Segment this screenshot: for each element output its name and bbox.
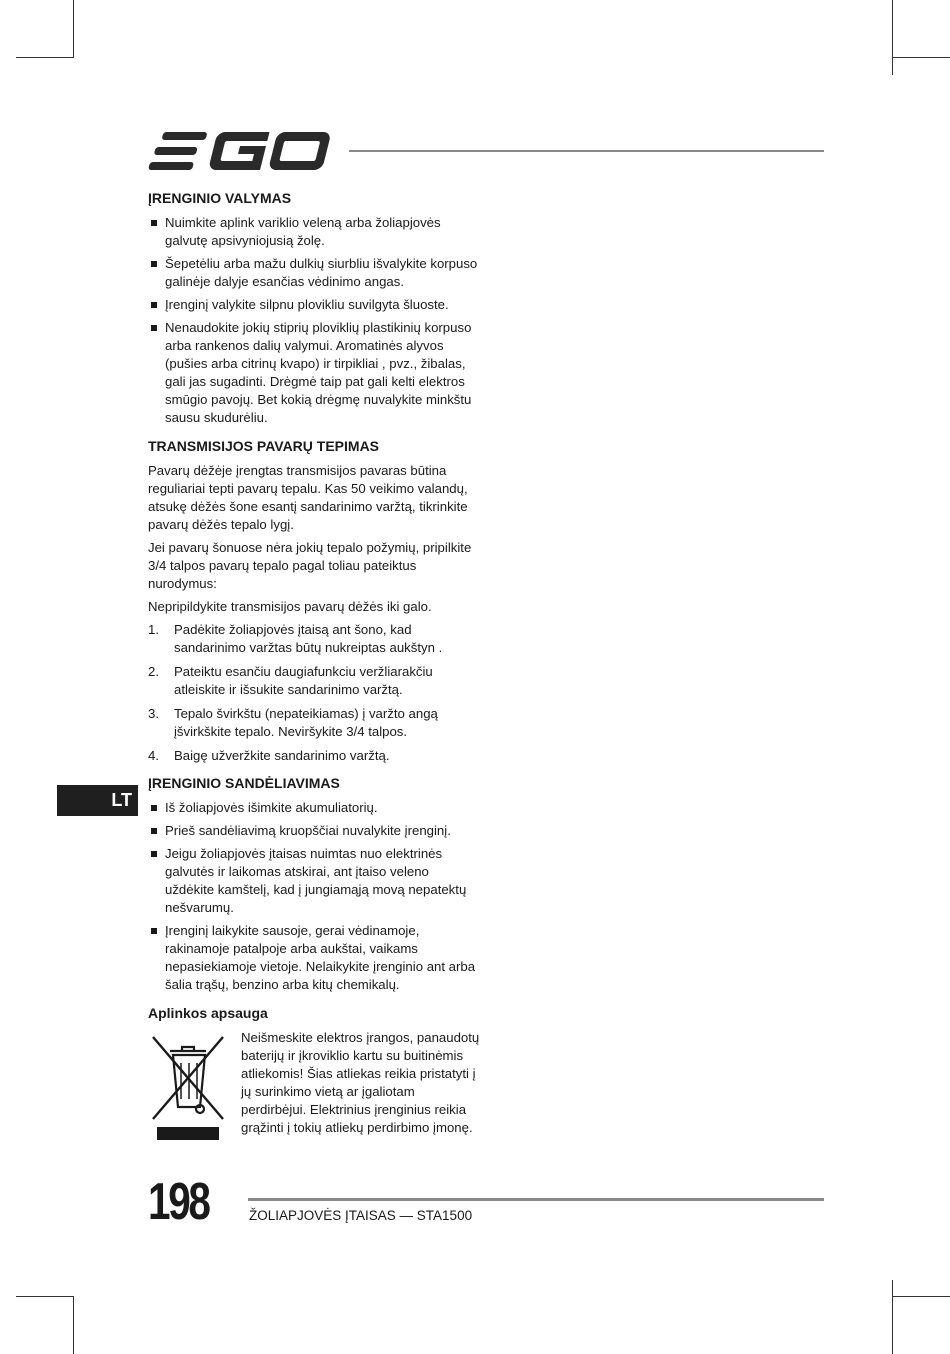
crop-mark: [892, 0, 893, 75]
bullet-icon: [151, 302, 157, 308]
list-item: Įrenginį valykite silpnu plovikliu suvilgyta šluoste.: [148, 296, 478, 314]
step-item: 4. Baigę užveržkite sandarinimo varžtą.: [148, 748, 390, 763]
crop-mark: [73, 1296, 74, 1354]
bullet-icon: [151, 805, 157, 811]
environment-heading: Aplinkos apsauga: [148, 1005, 268, 1021]
lubrication-paragraph: Jei pavarų šonuose nėra jokių tepalo požymių, pripilkite 3/4 talpos pavarų tepalo pagal toliau pateiktus nurodymus:: [148, 540, 472, 591]
ego-logo: [148, 130, 332, 172]
bullet-icon: [151, 928, 157, 934]
lubrication-heading: TRANSMISIJOS PAVARŲ TEPIMAS: [148, 438, 380, 454]
list-item: Jeigu žoliapjovės įtaisas nuimtas nuo elektrinės galvutės ir laikomas atskirai, ant įtaiso veleno uždėkite kamštelį, kad į jungiamąją movą nepatektų nešvarumų.: [148, 845, 478, 917]
bullet-icon: [151, 828, 157, 834]
cleaning-heading: ĮRENGINIO VALYMAS: [148, 190, 292, 206]
header-rule: [349, 150, 824, 152]
bullet-icon: [151, 851, 157, 857]
footer-title: ŽOLIAPJOVĖS ĮTAISAS — STA1500: [249, 1208, 473, 1223]
list-item: Šepetėliu arba mažu dulkių siurbliu išvalykite korpuso galinėje dalyje esančias vėdinimo angas.: [148, 255, 478, 291]
bullet-icon: [151, 261, 157, 267]
crop-mark: [892, 1280, 893, 1354]
list-item: Nenaudokite jokių stiprių ploviklių plastikinių korpuso arba rankenos dalių valymui. Aromatinės alyvos (pušies arba citrinų kvapo) ir tirpikliai , pvz., žibalas, gali jas sugadinti. Drėgmė taip pat gali kelti elektros smūgio pavojų. Bet kokią drėgmę nuvalykite minkštu sausu skudurėliu.: [148, 319, 478, 427]
crop-mark: [892, 57, 950, 58]
brand-text: EGO: [148, 130, 151, 131]
lubrication-paragraph: Pavarų dėžėje įrengtas transmisijos pavaras būtina reguliariai tepti pavarų tepalu. Kas 50 veikimo valandų, atsukę dėžės šone esantį sandarinimo varžtą, tikrinkite pavarų dėžės tepalo lygį.: [148, 463, 468, 532]
step-item: 3. Tepalo švirkštu (nepateikiamas) į varžto angą įšvirkškite tepalo. Neviršykite 3/4 talpos.: [148, 706, 438, 739]
weee-bin-icon: [148, 1029, 228, 1141]
list-item: Įrenginį laikykite sausoje, gerai vėdinamoje, rakinamoje patalpoje arba aukštai, vaikams nepasiekiamoje vietoje. Nelaikykite įrenginio ant arba šalia trąšų, benzino arba kitų chemikalų.: [148, 922, 478, 994]
crop-mark: [892, 1296, 950, 1297]
cleaning-list: [148, 214, 478, 427]
step-item: 1. Padėkite žoliapjovės įtaisą ant šono, kad sandarinimo varžtas būtų nukreiptas aukštyn .: [148, 622, 443, 655]
lubrication-steps: [148, 621, 478, 765]
crop-mark: [16, 57, 74, 58]
step-item: 2. Pateiktu esančiu daugiafunkciu veržliarakčiu atleiskite ir išsukite sandarinimo varžtą.: [148, 664, 433, 697]
list-item: Iš žoliapjovės išimkite akumuliatorių.: [148, 799, 478, 817]
environment-block: [148, 1029, 478, 1139]
crop-mark: [16, 1296, 74, 1297]
list-item: Prieš sandėliavimą kruopščiai nuvalykite įrenginį.: [148, 822, 478, 840]
environment-text: Neišmeskite elektros įrangos, panaudotų baterijų ir įkroviklio kartu su buitinėmis atliekomis! Šias atliekas reikia pristatyti į jų surinkimo vietą ar įgaliotam perdirbėjui. Elektrinius įrenginius reikia grąžinti į tokių atliekų perdirbimo įmonę.: [241, 1030, 480, 1135]
page-number: 198: [148, 1173, 209, 1231]
crop-mark: [73, 0, 74, 58]
storage-list: [148, 799, 478, 994]
main-column: [148, 188, 478, 1139]
lubrication-paragraph: Nepripildykite transmisijos pavarų dėžės iki galo.: [148, 599, 432, 614]
list-item: Nuimkite aplink variklio veleną arba žoliapjovės galvutę apsivyniojusią žolę.: [148, 214, 478, 250]
footer-rule: [248, 1198, 824, 1201]
bullet-icon: [151, 220, 157, 226]
bullet-icon: [151, 325, 157, 331]
storage-heading: ĮRENGINIO SANDĖLIAVIMAS: [148, 775, 340, 791]
language-tab: LT: [57, 785, 138, 816]
